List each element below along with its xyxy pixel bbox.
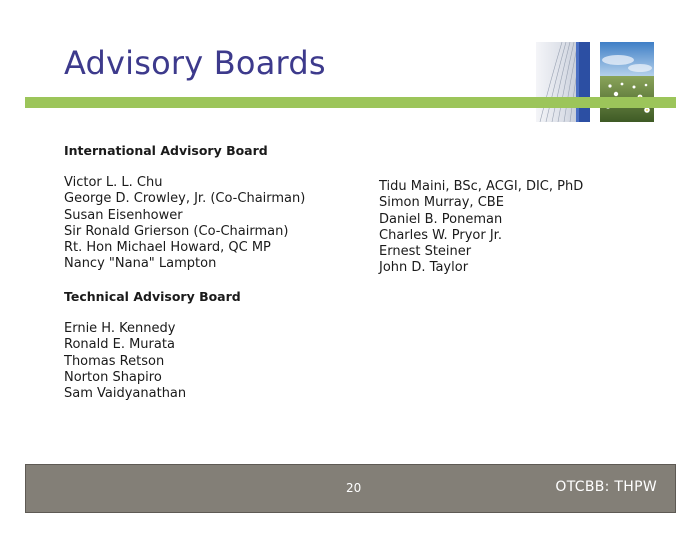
stock-ticker: OTCBB: THPW bbox=[555, 479, 657, 495]
list-item: Norton Shapiro bbox=[64, 369, 162, 385]
technical-board-heading: Technical Advisory Board bbox=[64, 289, 241, 304]
list-item: Sir Ronald Grierson (Co-Chairman) bbox=[64, 223, 289, 239]
list-item: Tidu Maini, BSc, ACGI, DIC, PhD bbox=[379, 179, 584, 194]
international-board-heading: International Advisory Board bbox=[64, 143, 268, 158]
list-item: Ernest Steiner bbox=[379, 244, 472, 260]
list-item: Rt. Hon Michael Howard, QC MP bbox=[64, 240, 271, 256]
list-item: Susan Eisenhower bbox=[64, 207, 183, 223]
international-board-left-column bbox=[64, 175, 305, 273]
list-item: Ronald E. Murata bbox=[64, 337, 175, 353]
title-divider-bar bbox=[25, 97, 676, 108]
list-item: Simon Murray, CBE bbox=[379, 195, 504, 211]
list-item: Sam Vaidyanathan bbox=[64, 386, 187, 402]
slide-title: Advisory Boards bbox=[64, 44, 326, 82]
building-photo bbox=[536, 42, 590, 122]
list-item: Thomas Retson bbox=[64, 353, 165, 369]
list-item: Charles W. Pryor Jr. bbox=[379, 227, 502, 243]
meadow-photo bbox=[600, 42, 654, 122]
slide-footer bbox=[25, 464, 676, 513]
list-item: George D. Crowley, Jr. (Co-Chairman) bbox=[64, 191, 306, 207]
list-item: Nancy "Nana" Lampton bbox=[64, 256, 217, 272]
page-number: 20 bbox=[346, 481, 362, 495]
international-board-right-column bbox=[379, 179, 583, 277]
list-item: Daniel B. Poneman bbox=[379, 211, 503, 227]
list-item: Victor L. L. Chu bbox=[64, 175, 163, 190]
list-item: Ernie H. Kennedy bbox=[64, 321, 176, 336]
technical-board-list bbox=[64, 321, 186, 402]
list-item: John D. Taylor bbox=[379, 260, 469, 276]
